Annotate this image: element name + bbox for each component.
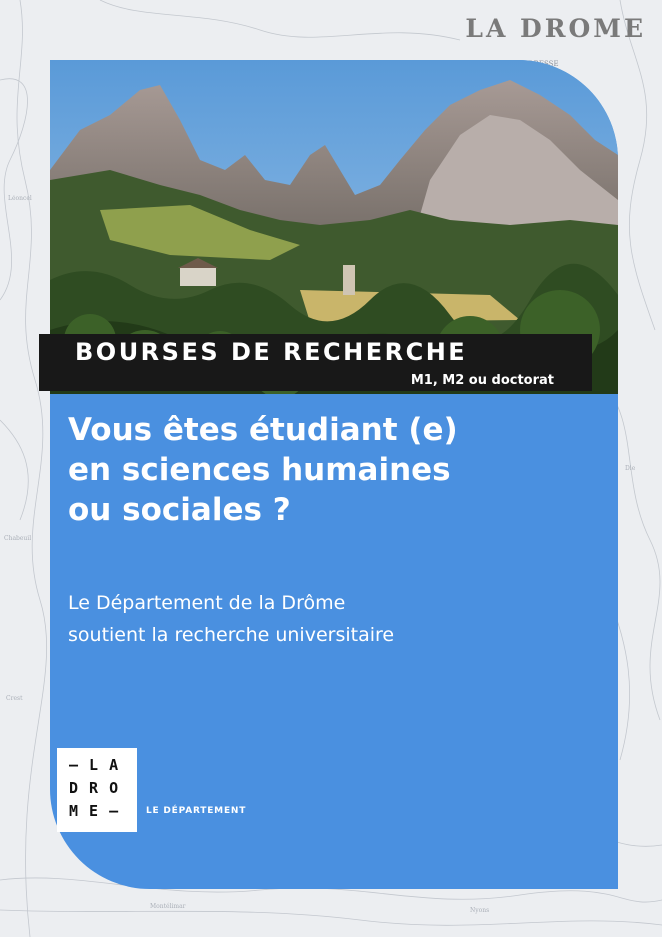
intro-line-2: soutient la recherche universitaire bbox=[68, 624, 395, 646]
logo-area bbox=[50, 60, 618, 889]
headline-line-2: en sciences humaines bbox=[68, 452, 451, 488]
svg-text:Nyons: Nyons bbox=[470, 907, 490, 914]
title-banner bbox=[39, 334, 592, 391]
la-drome-logo bbox=[57, 748, 137, 832]
svg-text:Montélimar: Montélimar bbox=[150, 903, 186, 910]
svg-text:Chabeuil: Chabeuil bbox=[4, 535, 32, 542]
intro-line-1: Le Département de la Drôme bbox=[68, 592, 346, 614]
logo-line-2: D R O bbox=[69, 779, 120, 797]
logo-line-1: – L A bbox=[69, 756, 120, 774]
map-title: LA DROME bbox=[465, 14, 646, 43]
svg-text:Léoncel: Léoncel bbox=[8, 195, 32, 202]
svg-text:Crest: Crest bbox=[6, 695, 23, 702]
svg-text:Die: Die bbox=[625, 465, 636, 472]
department-label: LE DÉPARTEMENT bbox=[146, 806, 247, 816]
headline-line-3: ou sociales ? bbox=[68, 492, 291, 528]
logo-line-3: M E – bbox=[69, 802, 120, 820]
headline-line-1: Vous êtes étudiant (e) bbox=[68, 412, 458, 448]
banner-subtitle: M1, M2 ou doctorat bbox=[410, 373, 554, 388]
banner-title: BOURSES DE RECHERCHE bbox=[75, 338, 468, 366]
